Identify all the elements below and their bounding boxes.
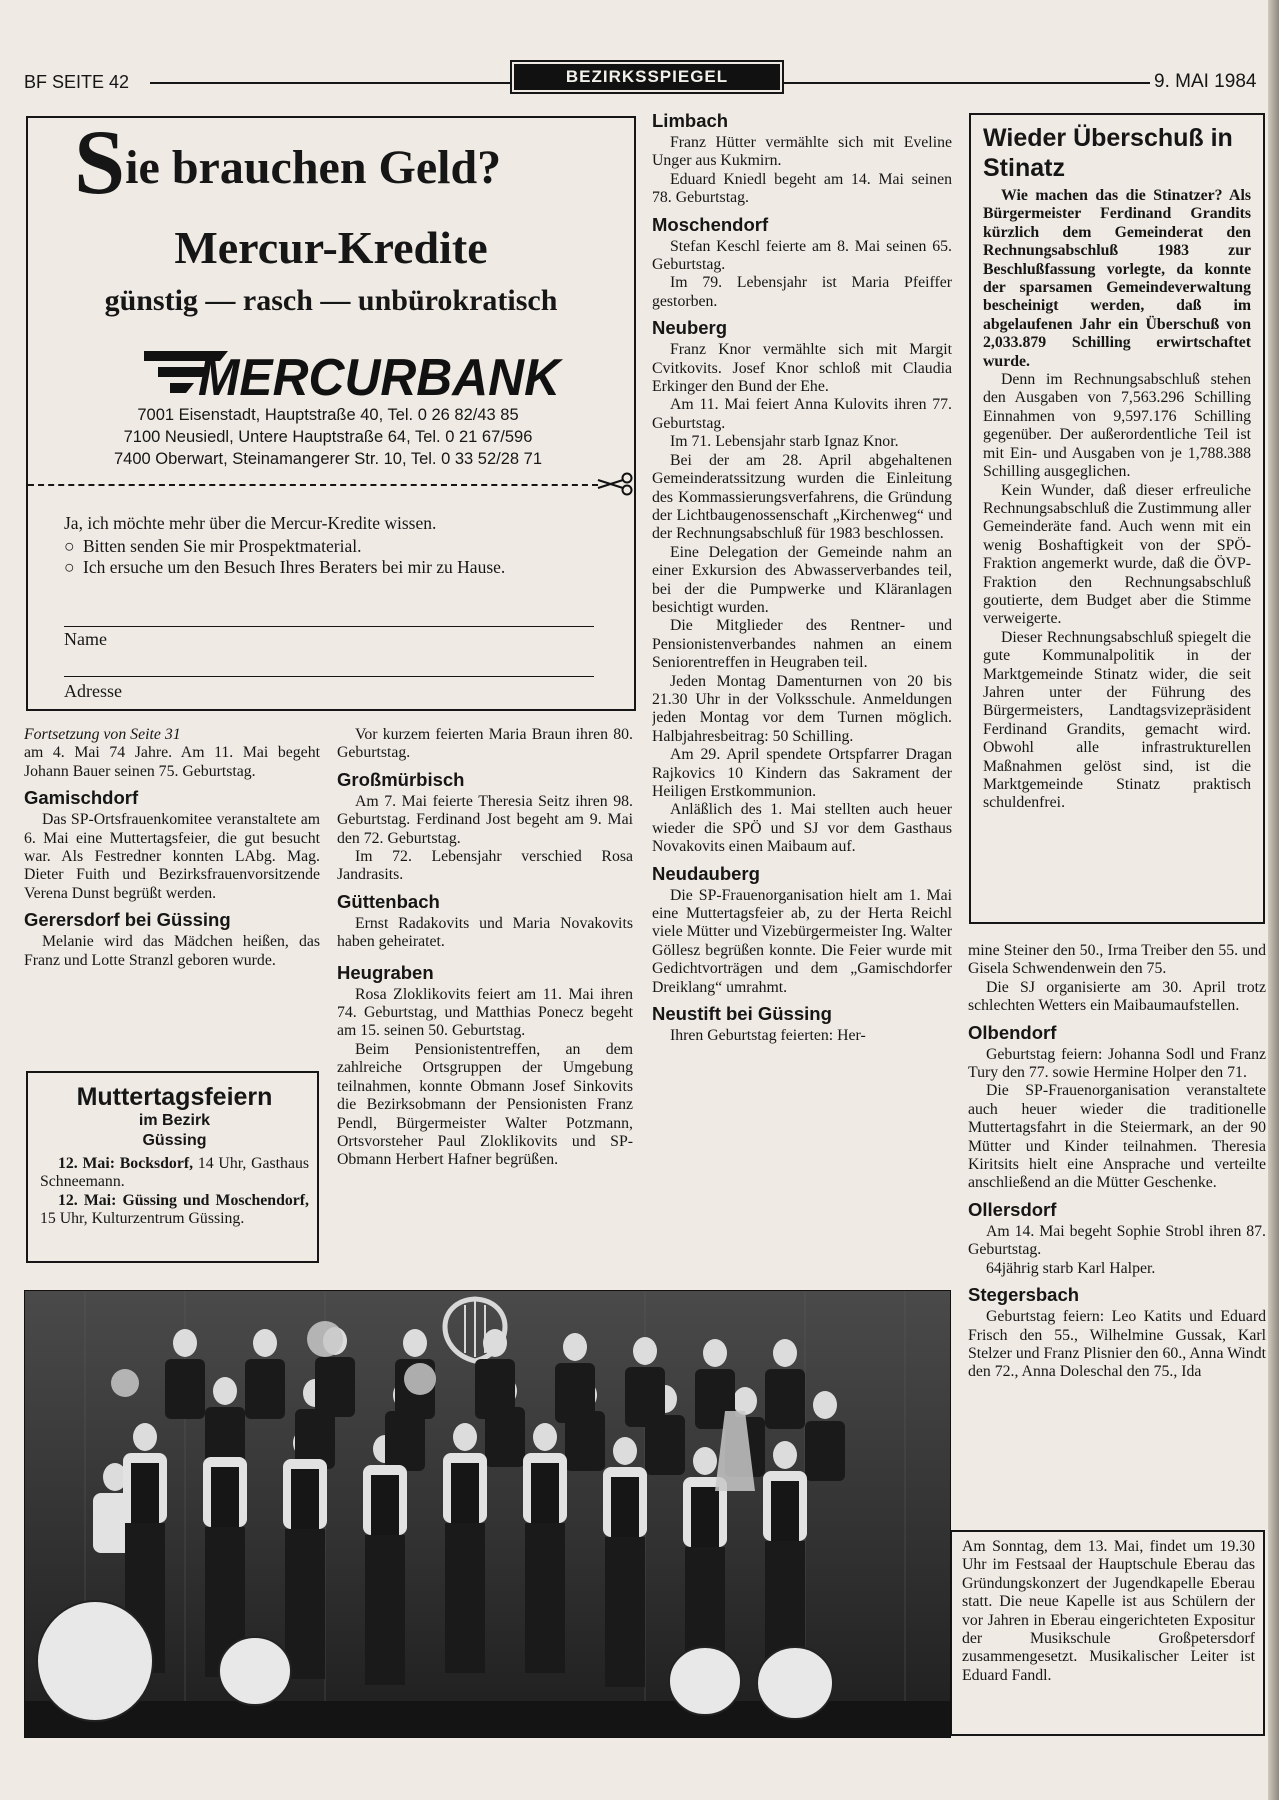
article-text: mine Steiner den 50., Irma Treiber den 55. und Gisela Schwendenwein den 75. — [968, 942, 1266, 978]
event-date: 12. Mai: Güssing und Moschendorf, — [58, 1191, 309, 1209]
column-2 — [337, 726, 633, 1266]
masthead — [510, 60, 784, 94]
column-3 — [652, 110, 952, 1272]
coupon-cut-line — [28, 484, 598, 486]
bank-name: MERCURBANK — [198, 349, 564, 407]
header-rule-left — [150, 82, 510, 84]
muttertag-entry — [40, 1192, 309, 1229]
article-text: Ihren Geburtstag feierten: Her- — [670, 1027, 866, 1045]
article-text: Das SP-Ortsfrauenkomitee veranstaltete am 6. Mai eine Muttertagsfeier, die gut besucht war. Als Festredner konnten LAbg. Mag. Dieter Fuith und Bezirksfrauenvorsitzende Verena Dunst begrüßt werden. — [24, 811, 320, 902]
band-photo-image — [25, 1291, 951, 1738]
event-detail: 15 Uhr, Kulturzentrum Güssing. — [40, 1210, 245, 1228]
article-body — [983, 187, 1251, 813]
section-heading: Gamischdorf — [24, 787, 139, 809]
article-text: Am 7. Mai feierte Theresia Seitz ihren 98. Geburtstag. Ferdinand Jost begeht am 9. Mai den 72. Geburtstag. — [337, 792, 633, 847]
article-text: Am 29. April spendete Ortspfarrer Dragan Rajkovics 10 Kindern das Sakrament der Heiligen Erstkommunion. — [652, 746, 952, 800]
article-title: Wieder Überschuß in Stinatz — [983, 124, 1233, 182]
article-text: Die SP-Frauenorganisation veranstaltete auch heuer wieder die traditionelle Muttertagsfahrt in die Steiermark, an der 90 Mütter und Kinder teilnahmen. Theresia Kiritsits hielt eine Ansprache und verteilte anschließend an die Mütter Geschenke. — [968, 1082, 1266, 1192]
coupon-text — [64, 513, 624, 578]
article-text: Denn im Rechnungsabschluß stehen den Ausgaben von 7,563.296 Schilling Einnahmen von 9,597.176 Schilling gegenüber. Der außerordentliche Teil ist mit Ein- und Ausgaben von je 1,788.388 Schilling ausgeglichen. — [983, 371, 1251, 481]
stinatz-article — [969, 113, 1265, 924]
branch-address: 7400 Oberwart, Steinamangerer Str. 10, Tel. 0 33 52/28 71 — [113, 450, 543, 468]
article-text: Die Mitglieder des Rentner- und Pensionistenverbandes nahmen an einem Seniorentreffen in Heugraben teil. — [652, 617, 952, 672]
article-text: Die SP-Frauenorganisation hielt am 1. Mai eine Muttertagsfeier ab, zu der Herta Reichl viele Mütter und Vizebürgermeister Ing. Walter Göllesz begrüßen konnte. Die Feier wurde mit Gedichtvorträgen und dem „Gamischdorfer Dreiklang“ umrahmt. — [652, 886, 952, 996]
article-text: Im 72. Lebensjahr verschied Rosa Jandrasits. — [337, 848, 633, 884]
section-heading: Moschendorf — [652, 213, 769, 235]
article-text: Die SJ organisierte am 30. April trotz schlechten Wetters ein Maibaumaufstellen. — [968, 978, 1266, 1015]
article-text: Stefan Keschl feierte am 8. Mai seinen 65. Geburtstag. — [652, 237, 952, 274]
section-heading: Olbendorf — [968, 1021, 1057, 1043]
column-1 — [24, 726, 320, 1061]
article-text: Geburtstag feiern: Leo Katits und Eduard Frisch den 55., Wilhelmine Gussak, Karl Stelzer und Franz Plisnier den 60., Anna Windt den 72., Anna Doleschal den 75., Ida — [968, 1308, 1266, 1381]
article-text: Geburtstag feiern: Johanna Sodl und Franz Tury den 77. sowie Hermine Holper den 71. — [968, 1045, 1266, 1082]
section-heading: Neuberg — [652, 317, 728, 339]
address-field[interactable] — [64, 676, 594, 677]
article-text: Kein Wunder, daß dieser erfreuliche Rechnungsabschluß die Zustimmung aller Gemeinderäte fand. Auch wenn mit ein wenig Boshaftigkeit von der SPÖ-Fraktion angemerkt wurde, daß die ÖVP-Fraktion den Rechnungsabschluß goutierte, dem Budget aber die Stimme verweigerte. — [983, 481, 1251, 628]
column-4 — [968, 942, 1266, 1518]
mercur-ad — [26, 111, 636, 711]
branch-address: 7100 Neusiedl, Untere Hauptstraße 64, Tel. 0 21 67/596 — [123, 428, 533, 446]
muttertag-box — [26, 1071, 319, 1263]
article-text: Am 11. Mai feiert Anna Kulovits ihren 77. Geburtstag. — [652, 396, 952, 432]
event-detail: 14 Uhr, Gasthaus Schneemann. — [40, 1155, 309, 1191]
article-text: 64jährig starb Karl Halper. — [986, 1259, 1156, 1277]
article-text: Ernst Radakovits und Maria Novakovits haben geheiratet. — [337, 914, 633, 951]
article-text: Dieser Rechnungsabschluß spiegelt die gute Kommunalpolitik in der Marktgemeinde Stinatz wider, die seit Jahren unter der Führung des Bürgermeisters, Landtagsvizepräsident Ferdinand Grandits, gemacht wird. Obwohl alle infrastrukturellen Maßnahmen gelöst sind, ist die Marktgemeinde Stinatz praktisch schuldenfrei. — [983, 628, 1251, 812]
coupon-option-label: Bitten senden Sie mir Prospektmaterial. — [83, 536, 362, 556]
section-heading: Limbach — [652, 110, 729, 131]
coupon-option[interactable] — [64, 557, 624, 578]
article-text: Eduard Kniedl begeht am 14. Mai seinen 78. Geburtstag. — [652, 170, 952, 207]
coupon-intro: Ja, ich möchte mehr über die Mercur-Kredite wissen. — [64, 513, 437, 533]
coupon-option[interactable] — [64, 536, 624, 557]
article-text: Bei der am 28. April abgehaltenen Gemeinderatssitzung wurden die Einleitung des Kommassierungsverfahrens, die Gründung der Lichtbaugenossenschaft „Kirchenweg“ und der Rechnungsabschluß für 1983 beschlossen. — [652, 451, 952, 543]
continuation-note: Fortsetzung von Seite 31 — [24, 726, 181, 743]
article-text: Anläßlich des 1. Mai stellten auch heuer wieder die SPÖ und SJ vor dem Gasthaus Novakovits einen Maibaum auf. — [652, 801, 952, 856]
muttertag-subtitle: im Bezirk — [138, 1112, 211, 1129]
article-text: Vor kurzem feierten Maria Braun ihren 80. Geburtstag. — [337, 726, 633, 762]
section-heading: Heugraben — [337, 961, 434, 983]
article-text: am 4. Mai 74 Jahre. Am 11. Mai begeht Johann Bauer seinen 75. Geburtstag. — [24, 744, 320, 780]
name-label: Name — [64, 629, 107, 649]
article-text: Beim Pensionistentreffen, an dem zahlreiche Ortsgruppen der Umgebung teilnahmen, konnte Obmann Josef Sinkovits die Bezirksobmann der Pensionisten Franz Pendl, Bürgermeister Walter Potzmann, Ortsvorsteher Paul Zloklikovits und SP-Obmann Herbert Hafner begrüßen. — [337, 1040, 633, 1169]
eberau-notice — [950, 1530, 1265, 1736]
mercurbank-logo — [136, 343, 566, 407]
event-date: 12. Mai: Bocksdorf, — [58, 1155, 194, 1172]
section-heading: Gerersdorf bei Güssing — [24, 909, 231, 931]
article-text: Jeden Montag Damenturnen von 20 bis 21.30 Uhr in der Volksschule. Anmeldungen jeden Montag vor dem Turnen möglich. Halbjahresbeitrag: 50 Schilling. — [652, 672, 952, 745]
scissors-icon — [596, 472, 636, 496]
article-text: Am 14. Mai begeht Sophie Strobl ihren 87. Geburtstag. — [968, 1222, 1266, 1259]
ad-headline — [74, 111, 502, 213]
article-text: Melanie wird das Mädchen heißen, das Franz und Lotte Stranzl geboren wurde. — [24, 933, 320, 969]
article-lead: Wie machen das die Stinatzer? Als Bürgermeister Ferdinand Grandits kürzlich dem Gemeinderat den Rechnungsabschluß 1983 zur Beschlußfassung vorlegte, da konnte der sparsamen Gemeindeverwaltung bescheinigt werden, daß im abgelaufenen Jahr ein Überschuß von 2,033.879 Schilling erwirtschaftet wurde. — [983, 187, 1251, 370]
ad-tagline: günstig — rasch — unbürokratisch — [104, 284, 558, 317]
address-label: Adresse — [64, 681, 122, 701]
article-text: Franz Hütter vermählte sich mit Eveline Unger aus Kukmirn. — [652, 134, 952, 170]
masthead-title: BEZIRKSSPIEGEL — [514, 64, 780, 90]
muttertag-subtitle: Güssing — [142, 1132, 207, 1149]
muttertag-title: Muttertagsfeiern — [76, 1083, 273, 1111]
ad-subheadline: Mercur-Kredite — [174, 222, 488, 273]
ad-headline-initial: S — [74, 111, 126, 213]
issue-date: 9. MAI 1984 — [1154, 71, 1257, 92]
section-heading: Neustift bei Güssing — [652, 1003, 832, 1025]
section-heading: Neudauberg — [652, 862, 760, 884]
article-text: Im 71. Lebensjahr starb Ignaz Knor. — [670, 433, 899, 451]
article-text: Eine Delegation der Gemeinde nahm an einer Exkursion des Abwasserverbandes teil, bei der die Pumpwerke und Kläranlagen besichtigt wurden. — [652, 543, 952, 616]
page-edge-shadow — [1268, 0, 1279, 1800]
header-rule-right — [784, 82, 1150, 84]
article-text: Im 79. Lebensjahr ist Maria Pfeiffer gestorben. — [652, 274, 952, 310]
section-heading: Güttenbach — [337, 890, 440, 912]
notice-text: Am Sonntag, dem 13. Mai, findet um 19.30 Uhr im Festsaal der Hauptschule Eberau das Gründungskonzert der Jugendkapelle Eberau statt. Die neue Kapelle ist aus Schülern der vor Jahren in Eberau eingerichteten Expositur der Musikschule Großpetersdorf zusammengesetzt. Musikalischer Leiter ist Eduard Fandl. — [962, 1538, 1255, 1684]
coupon-option-label: Ich ersuche um den Besuch Ihres Beraters bei mir zu Hause. — [83, 557, 506, 577]
page-number: BF SEITE 42 — [24, 72, 130, 92]
article-text: Franz Knor vermählte sich mit Margit Cvitkovits. Josef Knor schloß mit Claudia Erkinger den Bund der Ehe. — [652, 341, 952, 396]
radio-circle-icon[interactable]: ○ — [64, 536, 75, 556]
branch-address: 7001 Eisenstadt, Hauptstraße 40, Tel. 0 26 82/43 85 — [137, 406, 519, 424]
section-heading: Stegersbach — [968, 1284, 1080, 1306]
band-photo — [24, 1290, 951, 1738]
ad-headline-rest: ie brauchen Geld? — [125, 141, 502, 194]
radio-circle-icon[interactable]: ○ — [64, 557, 75, 577]
notice-body — [962, 1538, 1255, 1685]
name-field[interactable] — [64, 626, 594, 627]
section-heading: Ollersdorf — [968, 1198, 1057, 1220]
muttertag-entry — [40, 1155, 309, 1192]
article-text: Rosa Zloklikovits feiert am 11. Mai ihren 74. Geburtstag, und Matthias Ponecz begeht am 15. seinen 50. Geburtstag. — [337, 985, 633, 1040]
section-heading: Großmürbisch — [337, 768, 465, 790]
